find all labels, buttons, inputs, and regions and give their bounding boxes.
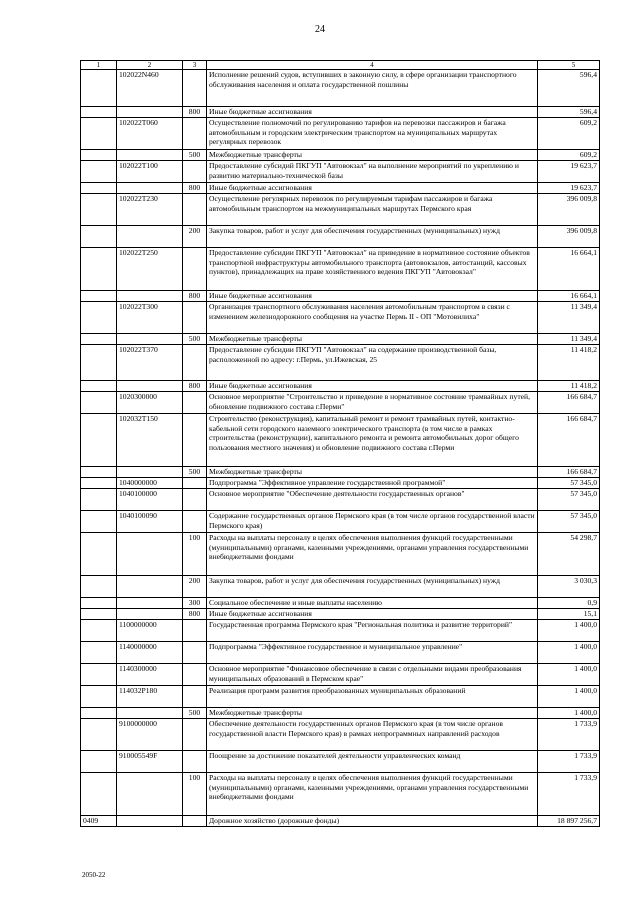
section-code-cell [81,489,117,511]
section-code-cell [81,533,117,576]
section-code-cell [81,467,117,478]
section-code-cell [81,620,117,642]
expense-type-cell [183,194,207,226]
description-cell: Подпрограмма "Эффективное государственное и муниципальное управление" [207,642,538,664]
target-article-cell [117,609,183,620]
amount-cell: 396 009,8 [538,194,600,226]
target-article-cell [117,773,183,816]
expense-type-cell: 800 [183,183,207,194]
target-article-cell: 9100000000 [117,719,183,751]
target-article-cell [117,150,183,161]
table-row [81,620,600,642]
target-article-cell [117,381,183,392]
expense-type-cell: 100 [183,773,207,816]
section-code-cell [81,609,117,620]
expense-type-cell [183,511,207,533]
description-cell: Дорожное хозяйство (дорожные фонды) [207,816,538,827]
table-row [81,183,600,194]
table-row [81,226,600,248]
expense-type-cell: 500 [183,708,207,719]
target-article-cell [117,467,183,478]
table-row [81,598,600,609]
target-article-cell: 102022T060 [117,118,183,150]
target-article-cell [117,107,183,118]
expense-type-cell: 200 [183,576,207,598]
description-cell: Основное мероприятие "Финансовое обеспечение в связи с отдельными видами преобразования муниципальных образований в Пермском крае" [207,664,538,686]
expense-type-cell [183,392,207,414]
description-cell: Предоставление субсидии ПКГУП "Автовокзал" на приведение в нормативное состояние объектов транспортной инфраструктуры автомобильного транспорта (автовокзалов, автостанций, кассовых пунктов), принадлежащих на праве хозяйственного ведения ПКГУП "Автовокзал" [207,248,538,291]
column-header-1: 1 [81,61,117,70]
section-code-cell [81,511,117,533]
section-code-cell [81,118,117,150]
description-cell: Реализация программ развития преобразованных муниципальных образований [207,686,538,708]
section-code-cell [81,70,117,107]
amount-cell: 1 400,0 [538,664,600,686]
description-cell: Предоставление субсидии ПКГУП "Автовокзал" на содержание производственной базы, расположенной по адресу: г.Пермь, ул.Ижевская, 25 [207,345,538,381]
expense-type-cell [183,118,207,150]
amount-cell: 11 418,2 [538,345,600,381]
budget-table-body [81,61,600,827]
table-row [81,478,600,489]
section-code-cell [81,773,117,816]
amount-cell: 166 684,7 [538,467,600,478]
amount-cell: 166 684,7 [538,414,600,467]
description-cell: Иные бюджетные ассигнования [207,183,538,194]
target-article-cell [117,576,183,598]
target-article-cell [117,291,183,302]
expense-type-cell [183,345,207,381]
amount-cell: 19 623,7 [538,161,600,183]
amount-cell: 1 733,9 [538,751,600,773]
target-article-cell: 102022T250 [117,248,183,291]
expense-type-cell: 500 [183,150,207,161]
table-row [81,334,600,345]
expense-type-cell: 100 [183,533,207,576]
expense-type-cell [183,302,207,334]
table-row [81,70,600,107]
section-code-cell [81,107,117,118]
table-header-row [81,61,600,70]
target-article-cell: 114032P180 [117,686,183,708]
amount-cell: 609,2 [538,118,600,150]
target-article-cell [117,334,183,345]
target-article-cell [117,708,183,719]
amount-cell: 1 400,0 [538,708,600,719]
table-row [81,118,600,150]
table-row [81,248,600,291]
description-cell: Осуществление полномочий по регулированию тарифов на перевозки пассажиров и багажа автомобильным и городским электрическим транспортом на муниципальных маршрутах регулярных перевозок [207,118,538,150]
table-row [81,161,600,183]
amount-cell: 16 664,1 [538,291,600,302]
expense-type-cell [183,719,207,751]
footer-document-code: 2050-22 [82,871,106,879]
table-row [81,664,600,686]
expense-type-cell [183,642,207,664]
budget-table [80,60,600,827]
table-row [81,773,600,816]
column-header-3: 3 [183,61,207,70]
section-code-cell [81,478,117,489]
target-article-cell: 102022T300 [117,302,183,334]
table-row [81,576,600,598]
expense-type-cell: 500 [183,467,207,478]
expense-type-cell: 800 [183,381,207,392]
target-article-cell: 1040100090 [117,511,183,533]
column-header-5: 5 [538,61,600,70]
amount-cell: 57 345,0 [538,511,600,533]
section-code-cell [81,414,117,467]
expense-type-cell [183,664,207,686]
amount-cell: 57 345,0 [538,478,600,489]
description-cell: Предоставление субсидий ПКГУП "Автовокзал" на выполнение мероприятий по укреплению и развитию материально-технической базы [207,161,538,183]
section-code-cell [81,664,117,686]
section-code-cell [81,708,117,719]
target-article-cell: 102022T100 [117,161,183,183]
amount-cell: 1 400,0 [538,686,600,708]
section-code-cell: 0409 [81,816,117,827]
description-cell: Иные бюджетные ассигнования [207,291,538,302]
description-cell: Межбюджетные трансферты [207,467,538,478]
target-article-cell: 102022N460 [117,70,183,107]
expense-type-cell [183,686,207,708]
amount-cell: 596,4 [538,70,600,107]
table-row [81,150,600,161]
target-article-cell: 1040100000 [117,489,183,511]
description-cell: Иные бюджетные ассигнования [207,609,538,620]
expense-type-cell [183,70,207,107]
target-article-cell [117,183,183,194]
expense-type-cell [183,816,207,827]
table-row [81,302,600,334]
amount-cell: 609,2 [538,150,600,161]
amount-cell: 11 349,4 [538,302,600,334]
table-row [81,511,600,533]
section-code-cell [81,642,117,664]
description-cell: Подпрограмма "Эффективное управление государственной программой" [207,478,538,489]
table-row [81,392,600,414]
amount-cell: 19 623,7 [538,183,600,194]
description-cell: Осуществление регулярных перевозок по регулируемым тарифам пассажиров и багажа автомобильным транспортом на межмуниципальных маршрутах Пермского края [207,194,538,226]
table-row [81,291,600,302]
target-article-cell: 1140000000 [117,642,183,664]
section-code-cell [81,576,117,598]
table-row [81,489,600,511]
target-article-cell: 1140300000 [117,664,183,686]
description-cell: Основное мероприятие "Строительство и приведение в нормативное состояние трамвайных путей, обновление подвижного состава г.Перми" [207,392,538,414]
amount-cell: 1 733,9 [538,719,600,751]
description-cell: Иные бюджетные ассигнования [207,107,538,118]
table-row [81,816,600,827]
amount-cell: 57 345,0 [538,489,600,511]
section-code-cell [81,334,117,345]
amount-cell: 3 030,3 [538,576,600,598]
amount-cell: 396 009,8 [538,226,600,248]
description-cell: Межбюджетные трансферты [207,150,538,161]
target-article-cell: 910005549F [117,751,183,773]
table-row [81,345,600,381]
table-row [81,751,600,773]
section-code-cell [81,248,117,291]
target-article-cell: 102032T150 [117,414,183,467]
amount-cell: 11 349,4 [538,334,600,345]
expense-type-cell: 200 [183,226,207,248]
description-cell: Межбюджетные трансферты [207,334,538,345]
target-article-cell: 1100000000 [117,620,183,642]
section-code-cell [81,194,117,226]
amount-cell: 18 897 256,7 [538,816,600,827]
target-article-cell [117,226,183,248]
description-cell: Закупка товаров, работ и услуг для обеспечения государственных (муниципальных) нужд [207,226,538,248]
section-code-cell [81,302,117,334]
description-cell: Исполнение решений судов, вступивших в законную силу, в сфере организации транспортного обслуживания населения и оплата государственной пошлины [207,70,538,107]
amount-cell: 54 298,7 [538,533,600,576]
section-code-cell [81,345,117,381]
section-code-cell [81,150,117,161]
table-row [81,719,600,751]
amount-cell: 596,4 [538,107,600,118]
expense-type-cell: 800 [183,291,207,302]
table-row [81,194,600,226]
description-cell: Содержание государственных органов Пермского края (в том числе органов государственной власти Пермского края) [207,511,538,533]
expense-type-cell [183,414,207,467]
table-row [81,686,600,708]
target-article-cell [117,533,183,576]
section-code-cell [81,381,117,392]
target-article-cell: 102022T370 [117,345,183,381]
table-row [81,609,600,620]
amount-cell: 15,1 [538,609,600,620]
expense-type-cell [183,489,207,511]
amount-cell: 166 684,7 [538,392,600,414]
expense-type-cell: 800 [183,107,207,118]
expense-type-cell [183,478,207,489]
expense-type-cell: 800 [183,609,207,620]
page-number: 24 [315,24,325,35]
section-code-cell [81,226,117,248]
description-cell: Обеспечение деятельности государственных органов Пермского края (в том числе органов государственной власти Пермского края) в рамках непрограммных направлений расходов [207,719,538,751]
amount-cell: 0,9 [538,598,600,609]
description-cell: Строительство (реконструкция), капитальный ремонт и ремонт трамвайных путей, контактно-кабельной сети городского наземного электрического транспорта (в том числе в рамках строительства (реконструкции), капитального ремонта и ремонта автомобильных дорог общего пользования местного значения) и обновление подвижного состава г.Перми [207,414,538,467]
amount-cell: 11 418,2 [538,381,600,392]
table-row [81,642,600,664]
section-code-cell [81,183,117,194]
section-code-cell [81,161,117,183]
table-row [81,708,600,719]
amount-cell: 16 664,1 [538,248,600,291]
section-code-cell [81,686,117,708]
table-row [81,414,600,467]
section-code-cell [81,291,117,302]
section-code-cell [81,598,117,609]
amount-cell: 1 733,9 [538,773,600,816]
target-article-cell [117,816,183,827]
expense-type-cell [183,620,207,642]
description-cell: Поощрение за достижение показателей деятельности управленческих команд [207,751,538,773]
expense-type-cell [183,751,207,773]
target-article-cell: 1040000000 [117,478,183,489]
expense-type-cell [183,161,207,183]
section-code-cell [81,392,117,414]
description-cell: Закупка товаров, работ и услуг для обеспечения государственных (муниципальных) нужд [207,576,538,598]
table-row [81,107,600,118]
section-code-cell [81,719,117,751]
column-header-2: 2 [117,61,183,70]
target-article-cell [117,598,183,609]
table-row [81,533,600,576]
table-row [81,467,600,478]
description-cell: Межбюджетные трансферты [207,708,538,719]
description-cell: Государственная программа Пермского края "Региональная политика и развитие территорий" [207,620,538,642]
amount-cell: 1 400,0 [538,620,600,642]
amount-cell: 1 400,0 [538,642,600,664]
description-cell: Иные бюджетные ассигнования [207,381,538,392]
section-code-cell [81,751,117,773]
description-cell: Основное мероприятие "Обеспечение деятельности государственных органов" [207,489,538,511]
expense-type-cell: 500 [183,334,207,345]
description-cell: Организация транспортного обслуживания населения автомобильным транспортом в связи с изменением железнодорожного сообщения на участке Пермь II - ОП "Мотовилиха" [207,302,538,334]
description-cell: Социальное обеспечение и иные выплаты населению [207,598,538,609]
expense-type-cell [183,248,207,291]
description-cell: Расходы на выплаты персоналу в целях обеспечения выполнения функций государственными (муниципальными) органами, казенными учреждениями, органами управления государственными внебюджетными фондами [207,533,538,576]
table-row [81,381,600,392]
expense-type-cell: 300 [183,598,207,609]
column-header-4: 4 [207,61,538,70]
target-article-cell: 1020300000 [117,392,183,414]
description-cell: Расходы на выплаты персоналу в целях обеспечения выполнения функций государственными (муниципальными) органами, казенными учреждениями, органами управления государственными внебюджетными фондами [207,773,538,816]
target-article-cell: 102022T230 [117,194,183,226]
